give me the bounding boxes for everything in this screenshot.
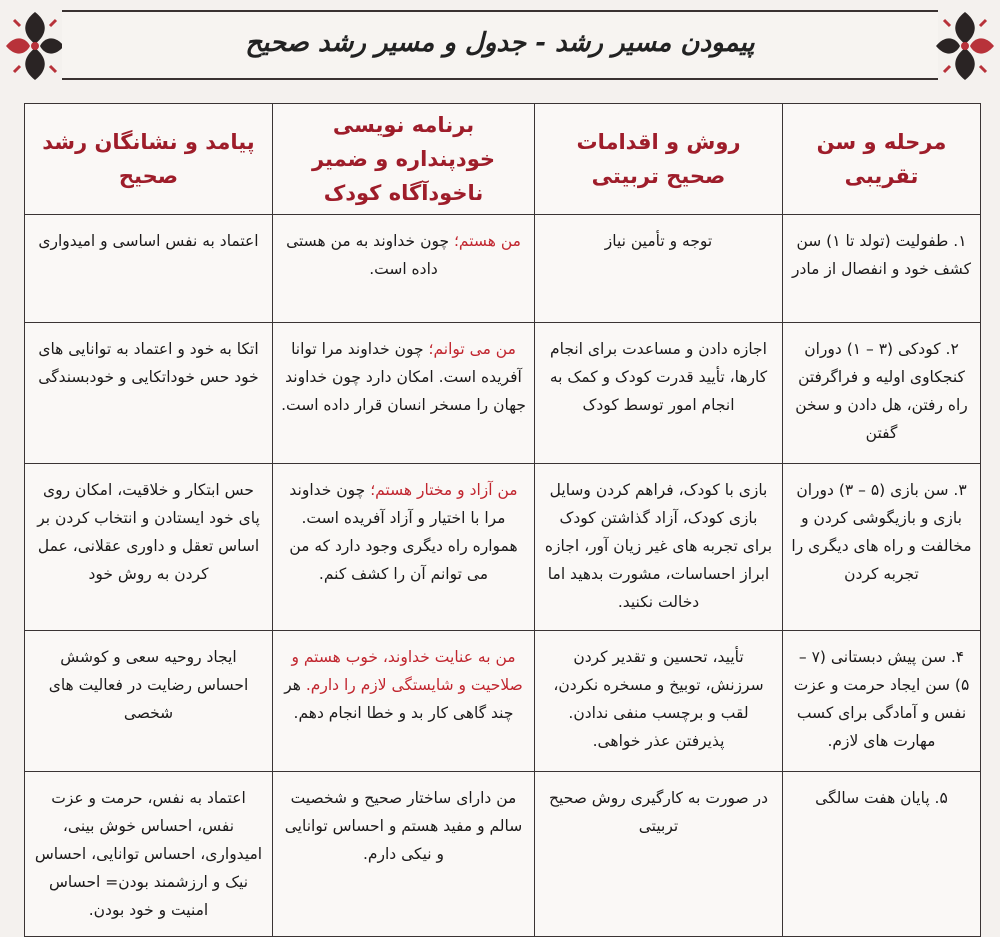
method-cell: در صورت به کارگیری روش صحیح تربیتی	[535, 772, 783, 937]
stage-cell: ۵. پایان هفت سالگی	[783, 772, 981, 937]
header-stage: مرحله و سن تقریبی	[783, 104, 981, 215]
selfconcept-text: چون خداوند به من هستی داده است.	[286, 232, 454, 278]
method-cell: بازی با کودک، فراهم کردن وسایل بازی کودک، آزاد گذاشتن کودک برای تجربه های غیر زیان آور، اجازه ابراز احساسات، مشورت بدهید اما دخالت نکنید.	[535, 464, 783, 631]
title-band	[0, 4, 1000, 88]
header-method: روش و اقدامات صحیح تربیتی	[535, 104, 783, 215]
stage-cell: ۲. کودکی (۳ – ۱) دوران کنجکاوی اولیه و فراگرفتن راه رفتن، هل دادن و سخن گفتن	[783, 323, 981, 464]
outcome-cell: اتکا به خود و اعتماد به توانایی های خود حس خوداتکایی و خودبسندگی	[25, 323, 273, 464]
selfconcept-text: هر چند گاهی کار بد و خطا انجام دهم.	[284, 676, 514, 722]
selfconcept-cell	[273, 215, 535, 323]
stage-cell: ۱. طفولیت (تولد تا ۱) سن کشف خود و انفصال از مادر	[783, 215, 981, 323]
table-row	[25, 323, 981, 464]
stage-cell: ۴. سن پیش دبستانی (۷ – ۵) سن ایجاد حرمت و عزت نفس و آمادگی برای کسب مهارت های لازم.	[783, 631, 981, 772]
selfconcept-text: چون خداوند مرا با اختیار و آزاد آفریده است. همواره راه دیگری وجود دارد که من می توانم آن را کشف کنم.	[289, 481, 518, 583]
selfconcept-text: چون خداوند مرا توانا آفریده است. امکان دارد چون خداوند جهان را مسخر انسان قرار داده است.	[281, 340, 526, 414]
outcome-cell: حس ابتکار و خلاقیت، امکان روی پای خود ایستادن و انتخاب کردن بر اساس تعقل و داوری عقلانی، عمل کردن به روش خود	[25, 464, 273, 631]
outcome-cell: اعتماد به نفس، حرمت و عزت نفس، احساس خوش بینی، امیدواری، احساس توانایی، احساس نیک و ارزشمند بودن= احساس امنیت و خود بودن.	[25, 772, 273, 937]
method-cell: تأیید، تحسین و تقدیر کردن سرزنش، توبیخ و مسخره نکردن، لقب و برچسب منفی ندادن. پذیرفتن عذر خواهی.	[535, 631, 783, 772]
selfconcept-highlight: من هستم؛	[453, 232, 521, 250]
ornament-right-icon	[930, 4, 1000, 88]
outcome-cell: ایجاد روحیه سعی و کوشش احساس رضایت در فعالیت های شخصی	[25, 631, 273, 772]
header-row	[25, 104, 981, 215]
selfconcept-highlight: من آزاد و مختار هستم؛	[370, 481, 518, 499]
ornament-left-icon	[0, 4, 70, 88]
selfconcept-cell	[273, 323, 535, 464]
table-row	[25, 215, 981, 323]
growth-table	[24, 103, 981, 937]
method-cell: اجازه دادن و مساعدت برای انجام کارها، تأیید قدرت کودک و کمک به انجام امور توسط کودک	[535, 323, 783, 464]
selfconcept-text: من دارای ساختار صحیح و شخصیت سالم و مفید هستم و احساس توانایی و نیکی دارم.	[284, 789, 523, 863]
table-row	[25, 772, 981, 937]
selfconcept-highlight: من به عنایت خداوند، خوب هستم و صلاحیت و شایستگی لازم را دارم.	[291, 648, 523, 694]
selfconcept-cell	[273, 464, 535, 631]
outcome-cell: اعتماد به نفس اساسی و امیدواری	[25, 215, 273, 323]
table-row	[25, 464, 981, 631]
selfconcept-cell	[273, 772, 535, 937]
stage-cell: ۳. سن بازی (۵ – ۳) دوران بازی و بازیگوشی کردن و مخالفت و راه های دیگری را تجربه کردن	[783, 464, 981, 631]
selfconcept-cell	[273, 631, 535, 772]
header-selfconcept: برنامه نویسی خودپنداره و ضمیر ناخودآگاه کودک	[273, 104, 535, 215]
page-title: پیمودن مسیر رشد - جدول و مسیر رشد صحیح	[245, 28, 755, 58]
table-row	[25, 631, 981, 772]
selfconcept-highlight: من می توانم؛	[428, 340, 516, 358]
header-outcome: پیامد و نشانگان رشد صحیح	[25, 104, 273, 215]
method-cell: توجه و تأمین نیاز	[535, 215, 783, 323]
